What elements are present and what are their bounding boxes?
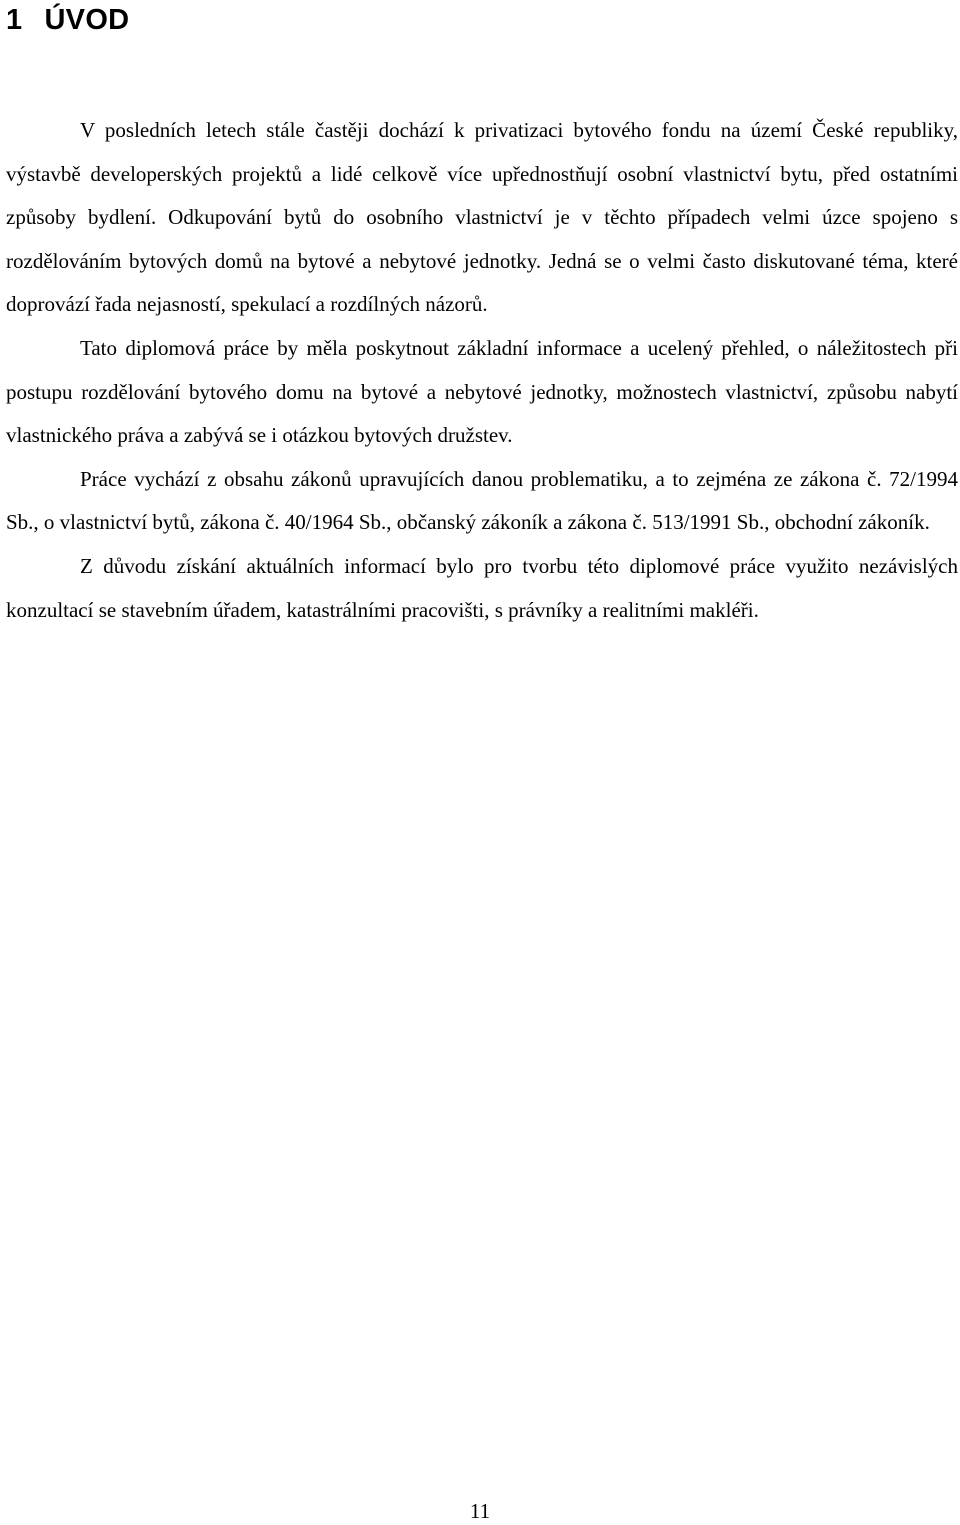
page-number: 11 (469, 1499, 491, 1523)
chapter-title: ÚVOD (44, 4, 130, 36)
paragraph-1: V posledních letech stále častěji dochází k privatizaci bytového fondu na území České republiky, výstavbě developerských projektů a lidé celkově více upřednostňují osobní vlastnictví bytu, před ostatními způsoby bydlení. Odkupování bytů do osobního vlastnictví je v těchto případech velmi úzce spojeno s rozdělováním bytových domů na bytové a nebytové jednotky. Jedná se o velmi často diskutované téma, které doprovází řada nejasností, spekulací a rozdílných názorů. (6, 118, 958, 317)
paragraph-4: Z důvodu získání aktuálních informací bylo pro tvorbu této diplomové práce využito nezávislých konzultací se stavebním úřadem, katastrálními pracovišti, s právníky a realitními makléři. (6, 553, 958, 622)
chapter-number: 1 (6, 4, 23, 36)
paragraph-2: Tato diplomová práce by měla poskytnout základní informace a ucelený přehled, o náležitostech při postupu rozdělování bytového domu na bytové a nebytové jednotky, možnostech vlastnictví, způsobu nabytí vlastnického práva a zabývá se i otázkou bytových družstev. (6, 335, 958, 448)
chapter-body (6, 109, 958, 632)
chapter-heading (6, 0, 129, 40)
paragraph-3: Práce vychází z obsahu zákonů upravujících danou problematiku, a to zejména ze zákona č. 72/1994 Sb., o vlastnictví bytů, zákona č. 40/1964 Sb., občanský zákoník a zákona č. 513/1991 Sb., obchodní zákoník. (6, 466, 958, 535)
